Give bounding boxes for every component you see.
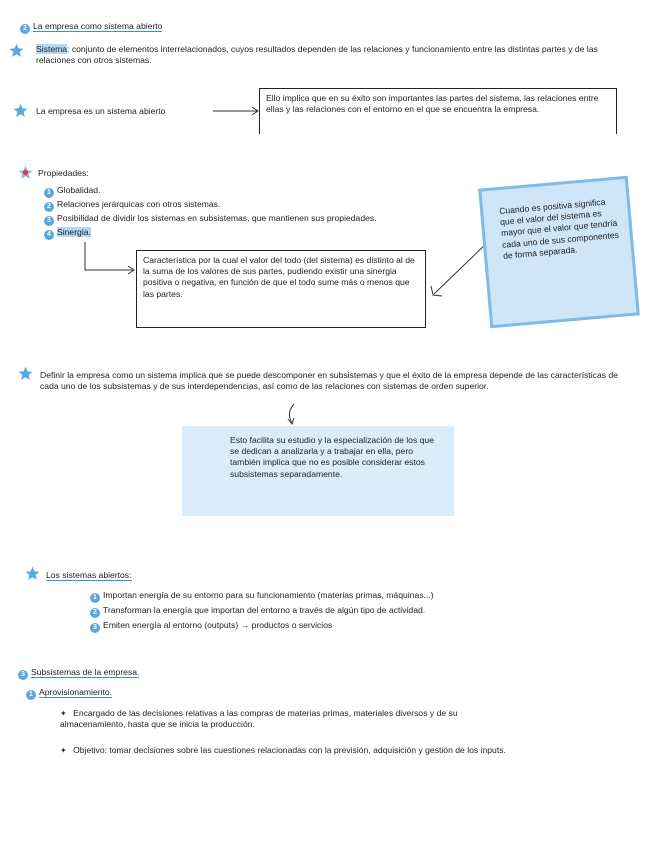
subsection-heading: [26, 687, 112, 700]
subsection-number-badge: 1: [26, 690, 36, 700]
list-item: 3 Posibilidad de dividir los sistemas en subsistemas, que mantienen sus propiedades.: [44, 213, 484, 226]
arrow-right-icon: [212, 104, 262, 118]
list-item: 3 Emiten energía al entorno (outputs) → productos o servicios: [90, 620, 610, 633]
sinergia-text: Característica por la cual el valor del todo (del sistema) es distinto al de la suma de los valores de sus partes, pudiendo existir una sinergia positiva o negativa, en función de que el todo sume más o menos que las partes.: [143, 255, 415, 299]
section-number-badge: 2: [20, 24, 30, 34]
abiertos-title: Los sistemas abiertos:: [46, 570, 132, 580]
section-number-badge: 3: [18, 670, 28, 680]
section-title: La empresa como sistema abierto: [33, 21, 163, 31]
empresa-statement: La empresa es un sistema abierto: [36, 106, 166, 116]
curved-arrow-icon: [282, 403, 302, 427]
star-red-icon: [18, 165, 33, 180]
section-title: Subsistemas de la empresa.: [31, 667, 140, 677]
subsection-title: Aprovisionamiento.: [39, 687, 113, 697]
section-2-heading: [20, 21, 162, 34]
star-icon: [13, 103, 28, 118]
star-icon: [9, 43, 24, 58]
positiva-note: [478, 176, 640, 329]
elbow-arrow-icon: [82, 240, 142, 280]
positiva-note-text: Cuando es positiva significa que el valor del sistema es mayor que el valor que tendría cada uno de sus componentes de forma separada.: [498, 196, 620, 261]
list-item: 4 Sinergia.: [44, 227, 484, 240]
star-icon: [18, 366, 33, 381]
sistema-definition-text: : conjunto de elementos interrelacionados, cuyos resultados dependen de las relaciones y funcionamiento entre las distintas partes y de las relaciones con otros sistemas.: [36, 44, 598, 66]
empresa-explanation-text: Ello implica que en su éxito son importantes las partes del sistema, las relaciones entre ellas y las relaciones con el entorno en el que se encuentra la empresa.: [266, 93, 599, 115]
properties-title: Propiedades:: [38, 168, 89, 178]
sistema-label: Sistema: [36, 44, 68, 54]
properties-list: [44, 185, 484, 241]
definir-box: [182, 426, 454, 516]
abiertos-list: [90, 590, 610, 633]
definir-paragraph: Definir la empresa como un sistema implica que se puede descomponer en subsistemas y que el éxito de la empresa depende de las características de cada uno de los subsistemas y de sus interdependencias, así como de las relaciones con sistemas de orden superior.: [40, 370, 619, 392]
list-item: 1 Importan energía de su entorno para su funcionamiento (materias primas, máquinas...): [90, 590, 610, 603]
empresa-explanation-box: [259, 88, 617, 134]
star-icon: [25, 566, 40, 581]
list-item: 2 Transforman la energía que importan del entorno a través de algún tipo de actividad.: [90, 605, 610, 618]
sinergia-box: [136, 250, 426, 328]
list-item: 2 Relaciones jerárquicas con otros sistemas.: [44, 199, 484, 212]
section-3-heading: [18, 667, 139, 680]
list-item: 1 Globalidad.: [44, 185, 484, 198]
definir-box-text: Esto facilita su estudio y la especialización de los que se dedican a analizarla y a trabajar en ella, pero también implica que no es posible considerar estos subsistemas separadamente.: [230, 435, 434, 479]
sistema-definition: [36, 44, 616, 66]
bullet-item: ✦ Objetivo: tomar decisiones sobre las cuestiones relacionadas con la previsión, adquisición y gestión de los inputs.: [60, 745, 530, 756]
bullet-item: ✦ Encargado de las decisiones relativas a las compras de materias primas, materiales diversos y de su almacenamiento, hasta que se inicia la producción.: [60, 708, 500, 731]
